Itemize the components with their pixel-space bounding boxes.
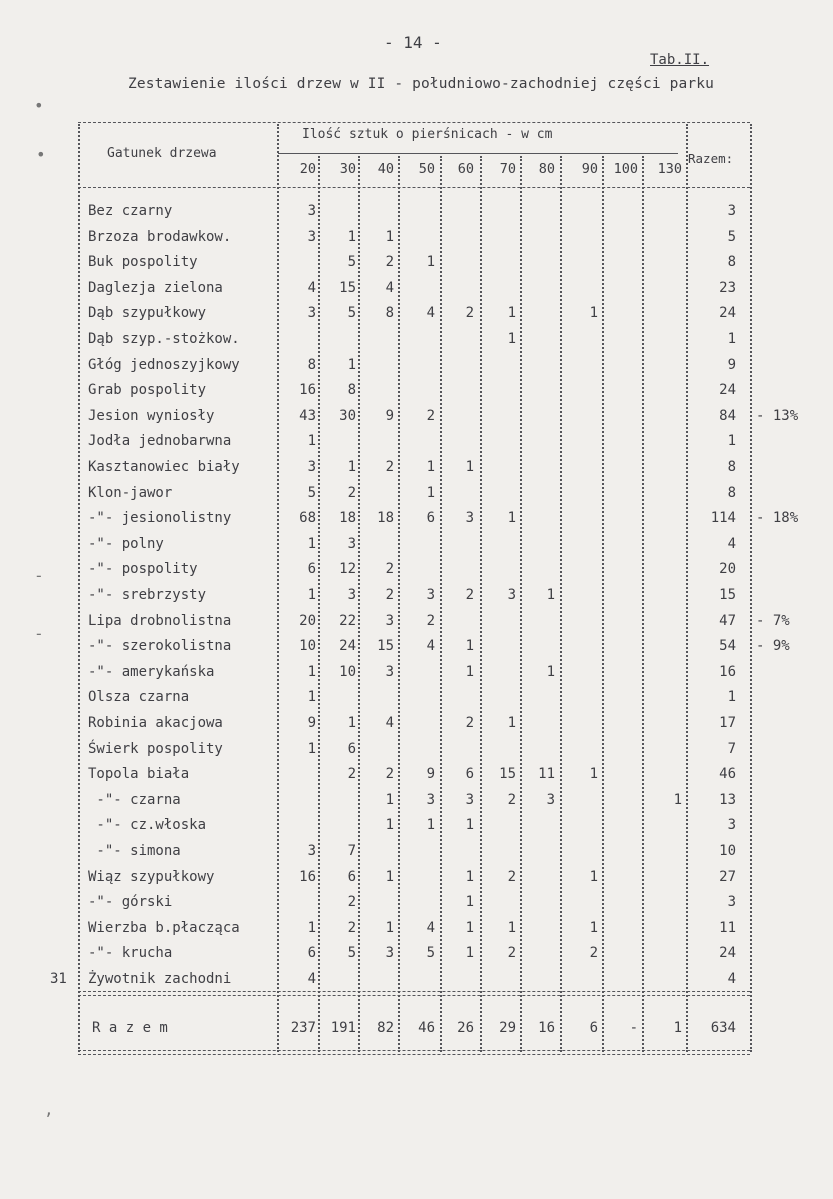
count-cell: 9 <box>307 715 316 731</box>
count-cell: 3 <box>465 791 474 808</box>
row-total-cell: 7 <box>727 740 736 757</box>
count-cell: 43 <box>299 407 316 424</box>
header-bottom-rule <box>78 187 750 188</box>
row-total-cell: 15 <box>719 587 736 603</box>
count-cell: 2 <box>426 407 435 424</box>
diameter-header-cell: 90 <box>581 161 598 177</box>
count-cell: 1 <box>465 638 474 655</box>
total-count-cell: 82 <box>377 1020 394 1036</box>
count-cell: 6 <box>347 868 356 885</box>
count-cell: 3 <box>507 587 516 603</box>
count-cell: 6 <box>307 561 316 578</box>
species-name: Świerk pospolity <box>88 740 223 757</box>
count-cell: 1 <box>507 510 516 527</box>
count-cell: 2 <box>347 894 356 911</box>
count-cell: 3 <box>347 587 356 603</box>
row-total-cell: 3 <box>727 203 736 219</box>
diameter-header-cell: 30 <box>339 161 356 177</box>
row-total-cell: 1 <box>727 433 736 450</box>
species-name: -"- cz.włoska <box>88 817 207 834</box>
count-cell: 1 <box>347 715 356 731</box>
row-total-cell: 23 <box>719 279 736 296</box>
count-cell: 1 <box>589 868 598 885</box>
species-name: -"- górski <box>88 894 173 911</box>
percent-note: - 18% <box>756 510 799 527</box>
species-name: Jodła jednobarwna <box>88 433 232 450</box>
count-cell: 3 <box>307 305 316 322</box>
row-total-cell: 10 <box>719 843 736 859</box>
table-top-rule <box>78 122 750 123</box>
count-cell: 18 <box>377 510 394 527</box>
diameter-header-cell: 80 <box>538 161 555 177</box>
count-cell: 3 <box>307 203 316 219</box>
count-cell: 1 <box>426 484 435 501</box>
row-total-cell: 24 <box>719 382 736 399</box>
count-cell: 15 <box>339 279 356 296</box>
species-name: -"- simona <box>88 843 181 859</box>
count-cell: 1 <box>507 305 516 322</box>
count-cell: 2 <box>385 254 394 271</box>
species-name: -"- krucha <box>88 945 173 962</box>
count-cell: 1 <box>465 945 474 962</box>
species-name: Jesion wyniosły <box>88 407 215 424</box>
count-cell: 4 <box>426 638 435 655</box>
count-cell: 5 <box>347 254 356 271</box>
total-count-cell: 1 <box>673 1020 682 1036</box>
count-cell: 1 <box>347 459 356 475</box>
diameter-header-cell: 40 <box>377 161 394 177</box>
header-divider <box>278 153 678 154</box>
count-cell: 1 <box>307 433 316 450</box>
diameter-header-cell: 60 <box>457 161 474 177</box>
column-separator <box>602 156 604 1052</box>
scan-mark: - <box>34 566 44 585</box>
total-count-cell: 26 <box>457 1020 474 1036</box>
count-cell: 4 <box>307 971 316 987</box>
species-name: Dąb szypułkowy <box>88 305 207 322</box>
count-cell: 30 <box>339 407 356 424</box>
count-cell: 7 <box>347 843 356 859</box>
count-cell: 1 <box>546 587 555 603</box>
count-cell: 1 <box>589 305 598 322</box>
count-cell: 3 <box>307 459 316 475</box>
count-cell: 3 <box>307 843 316 859</box>
count-cell: 1 <box>307 535 316 552</box>
grand-total-cell: 634 <box>710 1020 736 1036</box>
species-name: Dąb szyp.-stożkow. <box>88 331 240 347</box>
count-cell: 3 <box>465 510 474 527</box>
count-cell: 18 <box>339 510 356 527</box>
column-separator <box>78 124 80 1052</box>
row-total-cell: 9 <box>727 356 736 373</box>
table-bottom-rule <box>78 1050 750 1051</box>
count-cell: 5 <box>347 945 356 962</box>
row-total-cell: 24 <box>719 945 736 962</box>
count-cell: 10 <box>299 638 316 655</box>
species-name: Olsza czarna <box>88 689 190 706</box>
row-total-cell: 13 <box>719 791 736 808</box>
count-cell: 2 <box>507 868 516 885</box>
column-separator <box>277 124 279 1052</box>
total-count-cell: 16 <box>538 1020 555 1036</box>
count-cell: 1 <box>507 331 516 347</box>
total-column-header: Razem: <box>688 151 734 166</box>
total-count-cell: 237 <box>290 1020 316 1036</box>
count-cell: 1 <box>465 817 474 834</box>
count-cell: 1 <box>426 459 435 475</box>
count-cell: 1 <box>546 663 555 680</box>
row-total-cell: 4 <box>727 535 736 552</box>
count-cell: 1 <box>465 459 474 475</box>
count-cell: 2 <box>589 945 598 962</box>
species-name: Robinia akacjowa <box>88 715 223 731</box>
count-cell: 4 <box>307 279 316 296</box>
count-cell: 10 <box>339 663 356 680</box>
count-cell: 16 <box>299 868 316 885</box>
row-total-cell: 16 <box>719 663 736 680</box>
species-name: Kasztanowiec biały <box>88 459 240 475</box>
percent-note: - 7% <box>756 612 790 629</box>
count-cell: 9 <box>385 407 394 424</box>
row-total-cell: 3 <box>727 894 736 911</box>
count-cell: 3 <box>385 612 394 629</box>
count-cell: 2 <box>426 612 435 629</box>
row-total-cell: 27 <box>719 868 736 885</box>
count-cell: 3 <box>385 945 394 962</box>
diameter-header-cell: 20 <box>299 161 316 177</box>
total-separator <box>78 991 750 992</box>
diameter-header-cell: 100 <box>613 161 638 177</box>
row-total-cell: 54 <box>719 638 736 655</box>
count-cell: 2 <box>465 587 474 603</box>
count-cell: 2 <box>347 484 356 501</box>
row-total-cell: 11 <box>719 919 736 936</box>
species-name: Bez czarny <box>88 203 173 219</box>
count-cell: 3 <box>385 663 394 680</box>
count-cell: 4 <box>426 919 435 936</box>
count-cell: 2 <box>347 766 356 783</box>
species-name: Wiąz szypułkowy <box>88 868 215 885</box>
count-cell: 2 <box>465 305 474 322</box>
total-count-cell: 6 <box>589 1020 598 1036</box>
column-separator <box>560 156 562 1052</box>
scan-mark: - <box>34 624 44 643</box>
total-row-label: R a z e m <box>92 1020 168 1036</box>
diameter-header-cell: 70 <box>499 161 516 177</box>
column-separator <box>480 156 482 1052</box>
count-cell: 2 <box>385 459 394 475</box>
species-name: -"- polny <box>88 535 164 552</box>
count-cell: 1 <box>385 919 394 936</box>
count-cell: 8 <box>385 305 394 322</box>
species-name: Wierzba b.płacząca <box>88 919 240 936</box>
row-total-cell: 3 <box>727 817 736 834</box>
row-total-cell: 24 <box>719 305 736 322</box>
column-separator <box>750 124 752 1052</box>
count-cell: 1 <box>347 228 356 245</box>
count-cell: 1 <box>307 689 316 706</box>
row-total-cell: 84 <box>719 407 736 424</box>
count-cell: 3 <box>307 228 316 245</box>
count-cell: 4 <box>385 715 394 731</box>
count-cell: 5 <box>347 305 356 322</box>
count-cell: 24 <box>339 638 356 655</box>
page-number: - 14 - <box>384 33 442 52</box>
count-cell: 6 <box>465 766 474 783</box>
count-cell: 2 <box>385 561 394 578</box>
count-cell: 15 <box>377 638 394 655</box>
count-cell: 1 <box>426 817 435 834</box>
species-name: -"- amerykańska <box>88 663 215 680</box>
count-cell: 1 <box>465 868 474 885</box>
count-cell: 3 <box>426 587 435 603</box>
count-cell: 11 <box>538 766 555 783</box>
count-cell: 2 <box>385 587 394 603</box>
count-cell: 1 <box>465 919 474 936</box>
count-cell: 5 <box>307 484 316 501</box>
count-cell: 1 <box>507 715 516 731</box>
count-cell: 68 <box>299 510 316 527</box>
row-total-cell: 8 <box>727 459 736 475</box>
species-name: -"- jesionolistny <box>88 510 232 527</box>
count-cell: 1 <box>307 587 316 603</box>
count-cell: 1 <box>307 740 316 757</box>
row-total-cell: 8 <box>727 254 736 271</box>
table-reference: Tab.II. <box>650 52 710 68</box>
row-total-cell: 4 <box>727 971 736 987</box>
species-name: -"- szerokolistna <box>88 638 232 655</box>
count-cell: 2 <box>507 791 516 808</box>
count-cell: 16 <box>299 382 316 399</box>
count-cell: 2 <box>385 766 394 783</box>
species-name: Buk pospolity <box>88 254 198 271</box>
count-cell: 3 <box>546 791 555 808</box>
count-cell: 1 <box>589 919 598 936</box>
count-cell: 12 <box>339 561 356 578</box>
count-cell: 8 <box>347 382 356 399</box>
row-total-cell: 47 <box>719 612 736 629</box>
total-count-cell: - <box>629 1020 638 1036</box>
count-cell: 1 <box>507 919 516 936</box>
percent-note: - 13% <box>756 407 799 424</box>
species-column-header: Gatunek drzewa <box>107 146 217 161</box>
species-name: Głóg jednoszyjkowy <box>88 356 240 373</box>
species-name: Topola biała <box>88 766 190 783</box>
count-cell: 6 <box>426 510 435 527</box>
count-cell: 9 <box>426 766 435 783</box>
species-name: -"- pospolity <box>88 561 198 578</box>
count-cell: 8 <box>307 356 316 373</box>
species-name: Brzoza brodawkow. <box>88 228 232 245</box>
scan-mark: , <box>44 1100 54 1119</box>
count-cell: 1 <box>589 766 598 783</box>
total-count-cell: 46 <box>418 1020 435 1036</box>
species-name: -"- czarna <box>88 791 181 808</box>
row-number: 31 <box>50 971 67 987</box>
species-name: -"- srebrzysty <box>88 587 207 603</box>
count-cell: 5 <box>426 945 435 962</box>
column-separator <box>686 124 688 1052</box>
count-cell: 1 <box>307 663 316 680</box>
total-count-cell: 29 <box>499 1020 516 1036</box>
count-cell: 1 <box>673 791 682 808</box>
species-name: Żywotnik zachodni <box>88 971 232 987</box>
count-cell: 3 <box>347 535 356 552</box>
row-total-cell: 46 <box>719 766 736 783</box>
count-cell: 22 <box>339 612 356 629</box>
percent-note: - 9% <box>756 638 790 655</box>
row-total-cell: 1 <box>727 331 736 347</box>
count-cell: 1 <box>465 663 474 680</box>
row-total-cell: 1 <box>727 689 736 706</box>
diameter-header-cell: 50 <box>418 161 435 177</box>
species-name: Klon-jawor <box>88 484 173 501</box>
count-cell: 4 <box>426 305 435 322</box>
count-cell: 1 <box>465 894 474 911</box>
species-name: Lipa drobnolistna <box>88 612 232 629</box>
count-cell: 20 <box>299 612 316 629</box>
column-separator <box>520 156 522 1052</box>
count-cell: 3 <box>426 791 435 808</box>
count-cell: 15 <box>499 766 516 783</box>
count-cell: 1 <box>385 868 394 885</box>
count-cell: 2 <box>465 715 474 731</box>
count-cell: 1 <box>307 919 316 936</box>
row-total-cell: 5 <box>727 228 736 245</box>
count-cell: 1 <box>385 817 394 834</box>
column-separator <box>440 156 442 1052</box>
count-cell: 6 <box>347 740 356 757</box>
diameter-group-header: Ilość sztuk o pierśnicach - w cm <box>302 127 553 142</box>
count-cell: 4 <box>385 279 394 296</box>
row-total-cell: 17 <box>719 715 736 731</box>
count-cell: 1 <box>426 254 435 271</box>
count-cell: 1 <box>347 356 356 373</box>
count-cell: 1 <box>385 791 394 808</box>
column-separator <box>642 156 644 1052</box>
species-name: Grab pospolity <box>88 382 207 399</box>
column-separator <box>398 156 400 1052</box>
species-name: Daglezja zielona <box>88 279 223 296</box>
scan-mark: • <box>34 96 44 115</box>
document-title: Zestawienie ilości drzew w II - południowo-zachodniej części parku <box>128 76 715 92</box>
count-cell: 2 <box>507 945 516 962</box>
row-total-cell: 114 <box>710 510 736 527</box>
count-cell: 2 <box>347 919 356 936</box>
row-total-cell: 20 <box>719 561 736 578</box>
scan-mark: • <box>36 145 46 164</box>
count-cell: 6 <box>307 945 316 962</box>
diameter-header-cell: 130 <box>657 161 682 177</box>
row-total-cell: 8 <box>727 484 736 501</box>
count-cell: 1 <box>385 228 394 245</box>
total-count-cell: 191 <box>330 1020 356 1036</box>
